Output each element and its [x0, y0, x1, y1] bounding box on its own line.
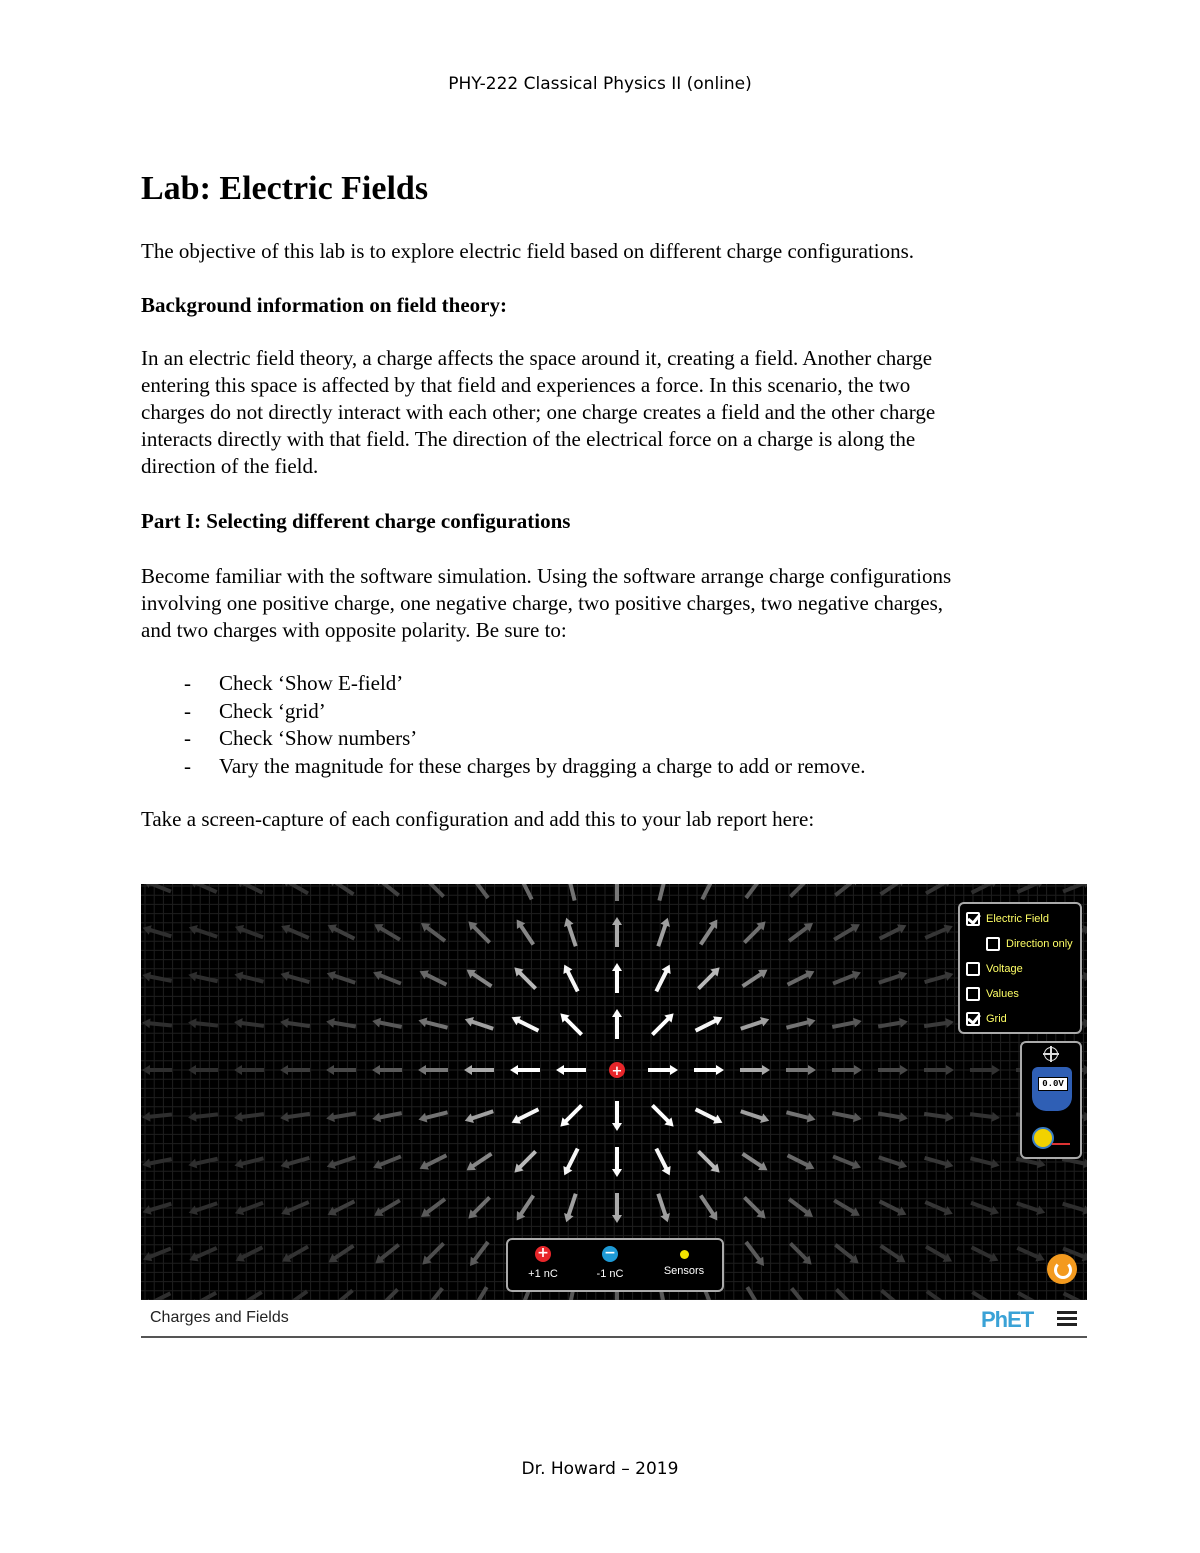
field-arrow [698, 884, 720, 902]
field-arrow [325, 1109, 356, 1124]
field-arrow [556, 1065, 586, 1075]
field-arrow [877, 1017, 908, 1032]
field-arrow [234, 1288, 265, 1300]
field-arrow [612, 884, 622, 901]
reset-button[interactable] [1047, 1254, 1077, 1284]
field-arrow [923, 1109, 954, 1123]
field-arrow [969, 1109, 1000, 1123]
paragraph-line: and two charges with opposite polarity. Be sure to: [141, 618, 567, 642]
menu-icon[interactable] [1057, 1311, 1077, 1327]
field-arrow [743, 1285, 767, 1300]
checkbox-label: Electric Field [986, 913, 1049, 925]
field-arrow [233, 1017, 264, 1031]
field-arrow [187, 1288, 218, 1300]
field-arrow [280, 1065, 310, 1075]
checkbox-label: Grid [986, 1013, 1007, 1025]
field-arrow [326, 1065, 356, 1075]
field-arrow [924, 1065, 954, 1075]
field-arrow [279, 1017, 310, 1031]
part1-paragraph [141, 563, 1061, 644]
field-arrow [970, 1065, 1000, 1075]
field-arrow [878, 1065, 908, 1075]
sensor-source[interactable] [654, 1246, 714, 1277]
voltmeter-tool[interactable] [1032, 1067, 1072, 1111]
checkbox-box[interactable] [966, 987, 980, 1001]
paragraph-line: entering this space is affected by that field and experiences a force. In this scenario, the two [141, 373, 911, 397]
field-arrow [280, 1287, 310, 1300]
sensor-icon[interactable] [680, 1250, 689, 1259]
charge-tray [506, 1238, 724, 1292]
negative-charge-source[interactable] [580, 1246, 640, 1280]
part1-heading: Part I: Selecting different charge configurations [141, 509, 571, 533]
field-arrow [188, 1065, 218, 1075]
checkbox-values[interactable] [966, 987, 1019, 1001]
measuring-tape-icon[interactable] [1032, 1127, 1054, 1149]
field-arrow [142, 1018, 173, 1031]
field-arrow [832, 1065, 862, 1075]
page-footer: Dr. Howard – 2019 [521, 1459, 679, 1479]
list-item: - Check ‘Show E-field’ [181, 670, 866, 698]
crosshair-icon[interactable] [1044, 1047, 1058, 1061]
checkbox-label: Values [986, 988, 1019, 1000]
field-arrow [464, 1065, 494, 1075]
checkbox-label: Direction only [1006, 938, 1073, 950]
checkbox-box[interactable] [966, 1012, 980, 1026]
field-arrow [418, 1065, 448, 1075]
simulation-canvas[interactable] [141, 884, 1087, 1300]
list-item: - Check ‘Show numbers’ [181, 725, 866, 753]
paragraph-line: In an electric field theory, a charge affects the space around it, creating a field. Another charge [141, 346, 933, 370]
page-title: Lab: Electric Fields [141, 170, 429, 207]
simulation-title: Charges and Fields [150, 1309, 289, 1326]
checkbox-label: Voltage [986, 963, 1023, 975]
field-arrow [188, 1109, 219, 1122]
field-arrow [142, 1110, 173, 1123]
list-item: - Vary the magnitude for these charges by dragging a charge to add or remove. [181, 753, 866, 781]
checkbox-box[interactable] [966, 962, 980, 976]
field-arrow [833, 1286, 861, 1300]
field-arrow [466, 884, 492, 901]
positive-charge-icon[interactable]: + [535, 1246, 551, 1262]
field-arrow [326, 1287, 355, 1300]
checkbox-box[interactable] [986, 937, 1000, 951]
checkbox-electric-field[interactable] [966, 912, 1049, 926]
negative-charge-icon[interactable]: − [602, 1246, 618, 1262]
field-arrow [970, 1288, 1001, 1300]
field-arrow [510, 1065, 540, 1075]
field-arrow [1015, 1288, 1046, 1300]
field-arrow [877, 1109, 908, 1124]
paragraph-line: involving one positive charge, one negative charge, two positive charges, two negative charges, [141, 591, 944, 615]
list-item: - Check ‘grid’ [181, 698, 866, 726]
checkbox-box[interactable] [966, 912, 980, 926]
paragraph-line: charges do not directly interact with each other; one charge creates a field and the other charge [141, 400, 936, 424]
field-arrow [924, 1287, 954, 1300]
field-arrow [188, 1017, 219, 1030]
instruction-list [181, 670, 866, 780]
phet-logo[interactable]: PhET [981, 1307, 1034, 1332]
field-arrow [279, 1109, 310, 1123]
tray-label: +1 nC [528, 1268, 558, 1280]
field-arrow [467, 1285, 491, 1300]
background-paragraph [141, 345, 1061, 480]
paragraph-line: interacts directly with that field. The direction of the electrical force on a charge is along the [141, 427, 916, 451]
field-arrow [233, 1109, 264, 1123]
tray-label: Sensors [663, 1265, 705, 1277]
field-arrow [740, 1065, 770, 1075]
charge-sign: + [611, 1064, 623, 1079]
field-arrow [786, 1065, 816, 1075]
field-arrow [372, 1065, 402, 1075]
capture-instruction: Take a screen-capture of each configuration and add this to your lab report here: [141, 807, 815, 831]
page-header: PHY-222 Classical Physics II (online) [448, 74, 752, 94]
field-arrow [742, 884, 768, 901]
field-arrow [923, 1017, 954, 1031]
measuring-tape-line [1052, 1143, 1070, 1145]
field-arrow [694, 1065, 724, 1075]
background-heading: Background information on field theory: [141, 293, 507, 317]
field-arrow [325, 1017, 356, 1032]
field-arrow [142, 1065, 172, 1075]
tray-label: -1 nC [596, 1268, 624, 1280]
voltmeter-reading: 0.0V [1038, 1077, 1068, 1091]
tools-panel [1020, 1041, 1082, 1159]
paragraph-line: Become familiar with the software simulation. Using the software arrange charge configurations [141, 564, 952, 588]
simulation-navbar [141, 1300, 1087, 1338]
checkbox-direction-only[interactable] [986, 937, 1073, 951]
checkbox-grid[interactable] [966, 1012, 1007, 1026]
paragraph-line: direction of the field. [141, 454, 319, 478]
field-arrow [788, 1285, 815, 1300]
field-arrow [878, 1287, 907, 1300]
objective-text: The objective of this lab is to explore electric field based on different charge configurations. [141, 239, 915, 263]
controls-panel [958, 902, 1082, 1034]
field-arrow [420, 1285, 447, 1300]
field-arrow [234, 1065, 264, 1075]
field-arrow [373, 1286, 401, 1300]
field-arrow [514, 884, 536, 902]
field-arrow [648, 1065, 678, 1075]
checkbox-voltage[interactable] [966, 962, 1023, 976]
positive-charge-source[interactable] [513, 1246, 573, 1280]
